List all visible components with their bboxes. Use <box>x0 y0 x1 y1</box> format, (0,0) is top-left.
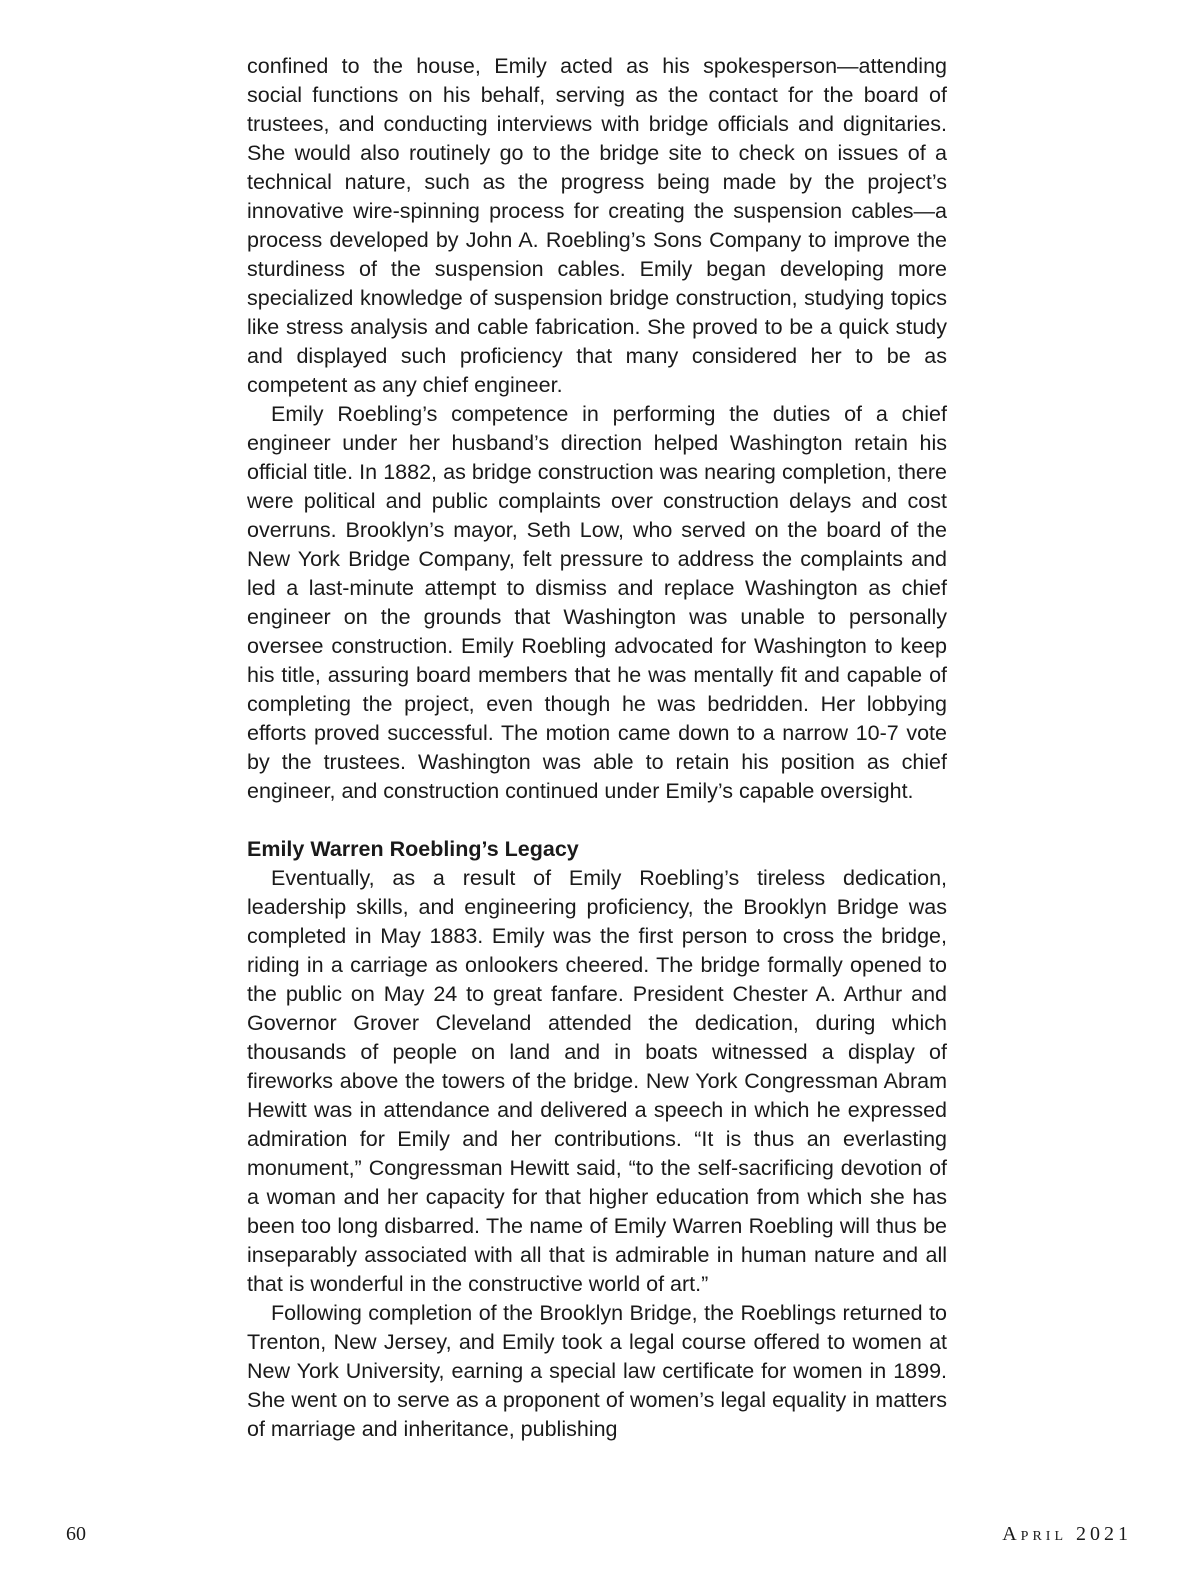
article-paragraph: confined to the house, Emily acted as his spokesperson—attending social functions on his behalf, serving as the contact for the board of trustees, and conducting interviews with bridge officials and dignitaries. She would also routinely go to the bridge site to check on issues of a technical nature, such as the progress being made by the project’s innovative wire-spinning process for creating the suspension cables—a process developed by John A. Roebling’s Sons Company to improve the sturdiness of the suspension cables. Emily began developing more specialized knowledge of suspension bridge construction, studying topics like stress analysis and cable fabrication. She proved to be a quick study and displayed such proficiency that many considered her to be as competent as any chief engineer. <box>247 54 947 397</box>
issue-date: April 2021 <box>1002 1523 1132 1545</box>
page-number: 60 <box>66 1523 86 1545</box>
article-paragraph: Emily Roebling’s competence in performing the duties of a chief engineer under her husband’s direction helped Washington retain his official title. In 1882, as bridge construction was nearing completion, there were political and public complaints over construction delays and cost overruns. Brooklyn’s mayor, Seth Low, who served on the board of the New York Bridge Company, felt pressure to address the complaints and led a last-minute attempt to dismiss and replace Washington as chief engineer on the grounds that Washington was unable to personally oversee construction. Emily Roebling advocated for Washington to keep his title, assuring board members that he was mentally fit and capable of completing the project, even though he was bedridden. Her lobbying efforts proved successful. The motion came down to a narrow 10-7 vote by the trustees. Washington was able to retain his position as chief engineer, and construction continued under Emily’s capable oversight. <box>247 402 947 803</box>
article-paragraph: Eventually, as a result of Emily Roebling’s tireless dedication, leadership skills, and engineering proficiency, the Brooklyn Bridge was completed in May 1883. Emily was the first person to cross the bridge, riding in a carriage as onlookers cheered. The bridge formally opened to the public on May 24 to great fanfare. President Chester A. Arthur and Governor Grover Cleveland attended the dedication, during which thousands of people on land and in boats witnessed a display of fireworks above the towers of the bridge. New York Congressman Abram Hewitt was in attendance and delivered a speech in which he expressed admiration for Emily and her contributions. “It is thus an everlasting monument,” Congressman Hewitt said, “to the self-sacrificing devotion of a woman and her capacity for that higher education from which she has been too long disbarred. The name of Emily Warren Roebling will thus be inseparably associated with all that is admirable in human nature and all that is wonderful in the constructive world of art.” <box>247 866 947 1296</box>
article-column <box>247 52 947 1444</box>
article-paragraph: Following completion of the Brooklyn Bridge, the Roeblings returned to Trenton, New Jersey, and Emily took a legal course offered to women at New York University, earning a special law certificate for women in 1899. She went on to serve as a proponent of women’s legal equality in matters of marriage and inheritance, publishing <box>247 1301 947 1441</box>
section-heading: Emily Warren Roebling’s Legacy <box>247 837 579 861</box>
